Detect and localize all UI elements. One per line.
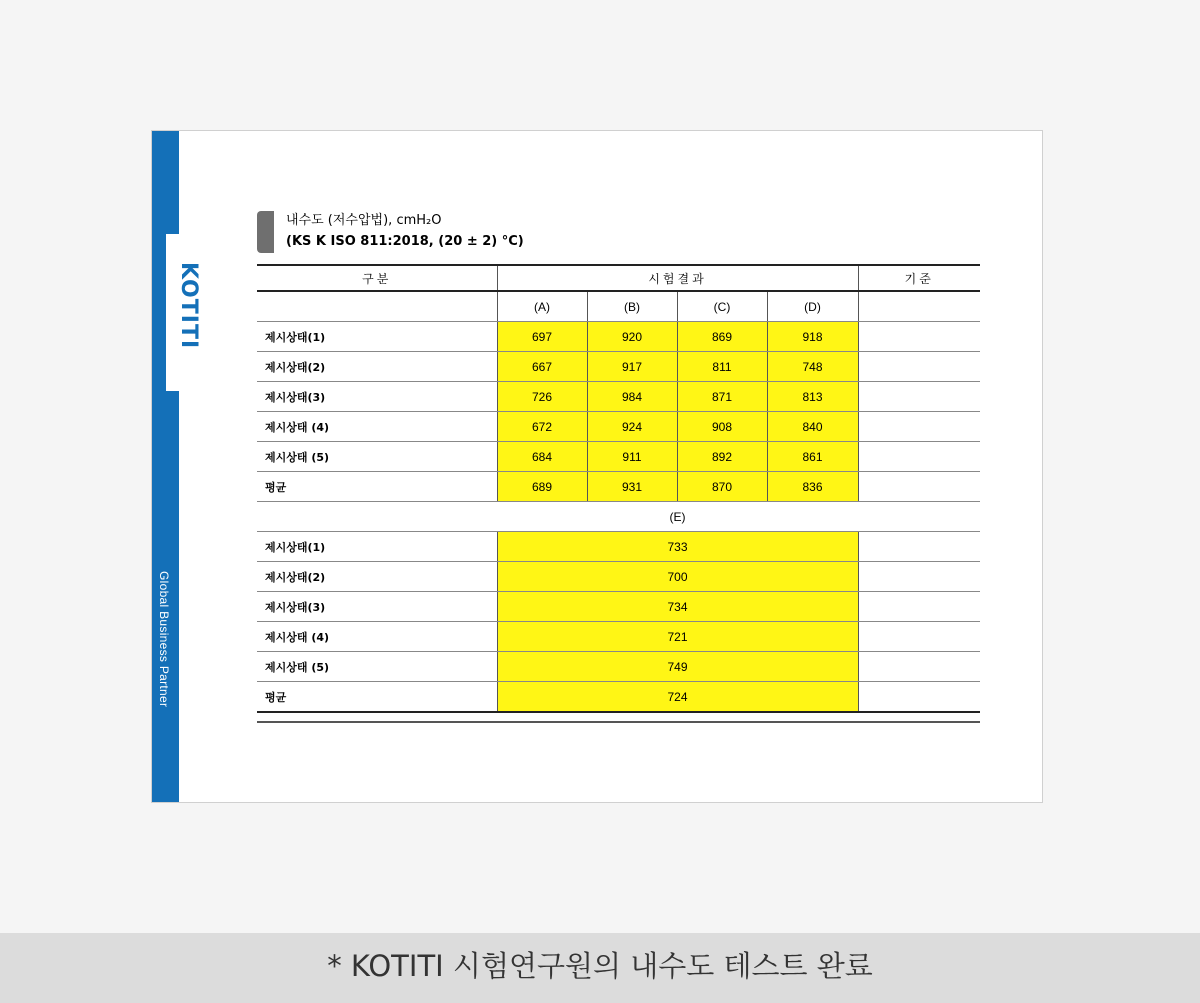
standard-cell	[858, 592, 980, 622]
table-row	[257, 472, 980, 502]
row-label: 제시상태 (5)	[257, 652, 497, 682]
result-cell: 870	[677, 472, 767, 502]
table-row	[257, 682, 980, 713]
test-heading	[286, 210, 524, 252]
result-cell: 861	[767, 442, 858, 472]
result-cell: 931	[587, 472, 677, 502]
result-cell: 840	[767, 412, 858, 442]
result-cell: 836	[767, 472, 858, 502]
subheader-cell: (D)	[767, 291, 858, 322]
result-cell: 911	[587, 442, 677, 472]
result-cell: 748	[767, 352, 858, 382]
result-cell: 869	[677, 322, 767, 352]
row-label: 제시상태 (4)	[257, 412, 497, 442]
brand-sidebar	[152, 131, 179, 802]
kotiti-logo: KOTITI	[176, 262, 201, 350]
heading-marker	[257, 211, 274, 253]
result-cell: 672	[497, 412, 587, 442]
result-cell: 697	[497, 322, 587, 352]
standard-cell	[858, 502, 980, 532]
result-cell: 721	[497, 622, 858, 652]
result-cell: 724	[497, 682, 858, 713]
result-cell: 734	[497, 592, 858, 622]
row-label: 제시상태(2)	[257, 562, 497, 592]
result-cell: 689	[497, 472, 587, 502]
table-row	[257, 442, 980, 472]
result-cell: 892	[677, 442, 767, 472]
result-cell: 924	[587, 412, 677, 442]
table-row	[257, 562, 980, 592]
result-cell: 920	[587, 322, 677, 352]
result-cell: 733	[497, 532, 858, 562]
subheader-cell: (B)	[587, 291, 677, 322]
standard-cell	[858, 532, 980, 562]
result-cell: 700	[497, 562, 858, 592]
table-row	[257, 352, 980, 382]
table-row	[257, 622, 980, 652]
row-label: 제시상태(2)	[257, 352, 497, 382]
section-e-blank	[257, 502, 497, 532]
table-row	[257, 652, 980, 682]
result-cell: 684	[497, 442, 587, 472]
standard-cell	[858, 352, 980, 382]
brand-tagline: Global Business Partner	[157, 571, 171, 708]
caption-bar	[0, 933, 1200, 1003]
caption-text: * KOTITI 시험연구원의 내수도 테스트 완료	[327, 949, 873, 983]
result-cell: 908	[677, 412, 767, 442]
result-cell: 871	[677, 382, 767, 412]
row-label: 제시상태 (5)	[257, 442, 497, 472]
subheader-blank	[257, 291, 497, 322]
result-cell: 726	[497, 382, 587, 412]
results-table	[257, 264, 980, 713]
test-standard: (KS K ISO 811:2018, (20 ± 2) °C)	[286, 234, 524, 249]
row-label: 제시상태(3)	[257, 382, 497, 412]
header-standard: 기준	[858, 265, 980, 291]
row-label: 제시상태(1)	[257, 532, 497, 562]
standard-cell	[858, 622, 980, 652]
standard-cell	[858, 682, 980, 713]
table-row	[257, 592, 980, 622]
subheader-cell: (C)	[677, 291, 767, 322]
result-cell: 917	[587, 352, 677, 382]
test-title: 내수도 (저수압법), cmH₂O	[286, 213, 442, 228]
result-cell: 811	[677, 352, 767, 382]
result-cell: 918	[767, 322, 858, 352]
header-results: 시험결과	[497, 265, 858, 291]
header-category: 구분	[257, 265, 497, 291]
standard-cell	[858, 442, 980, 472]
logo-tab	[166, 234, 206, 391]
row-label: 평균	[257, 472, 497, 502]
result-cell: 667	[497, 352, 587, 382]
result-cell: 749	[497, 652, 858, 682]
row-label: 제시상태 (4)	[257, 622, 497, 652]
subheader-cell: (A)	[497, 291, 587, 322]
standard-cell	[858, 382, 980, 412]
standard-cell	[858, 472, 980, 502]
standard-cell	[858, 562, 980, 592]
row-label: 제시상태(3)	[257, 592, 497, 622]
result-cell: 813	[767, 382, 858, 412]
result-cell: 984	[587, 382, 677, 412]
row-label: 제시상태(1)	[257, 322, 497, 352]
standard-cell	[858, 412, 980, 442]
table-row	[257, 382, 980, 412]
table-row	[257, 532, 980, 562]
table-row	[257, 412, 980, 442]
test-report-document	[151, 130, 1043, 803]
table-bottom-rule	[257, 721, 980, 723]
row-label: 평균	[257, 682, 497, 713]
subheader-row	[257, 291, 980, 322]
standard-cell	[858, 291, 980, 322]
section-e-label: (E)	[497, 502, 858, 532]
table-row	[257, 322, 980, 352]
section-e-header-row	[257, 502, 980, 532]
standard-cell	[858, 322, 980, 352]
standard-cell	[858, 652, 980, 682]
